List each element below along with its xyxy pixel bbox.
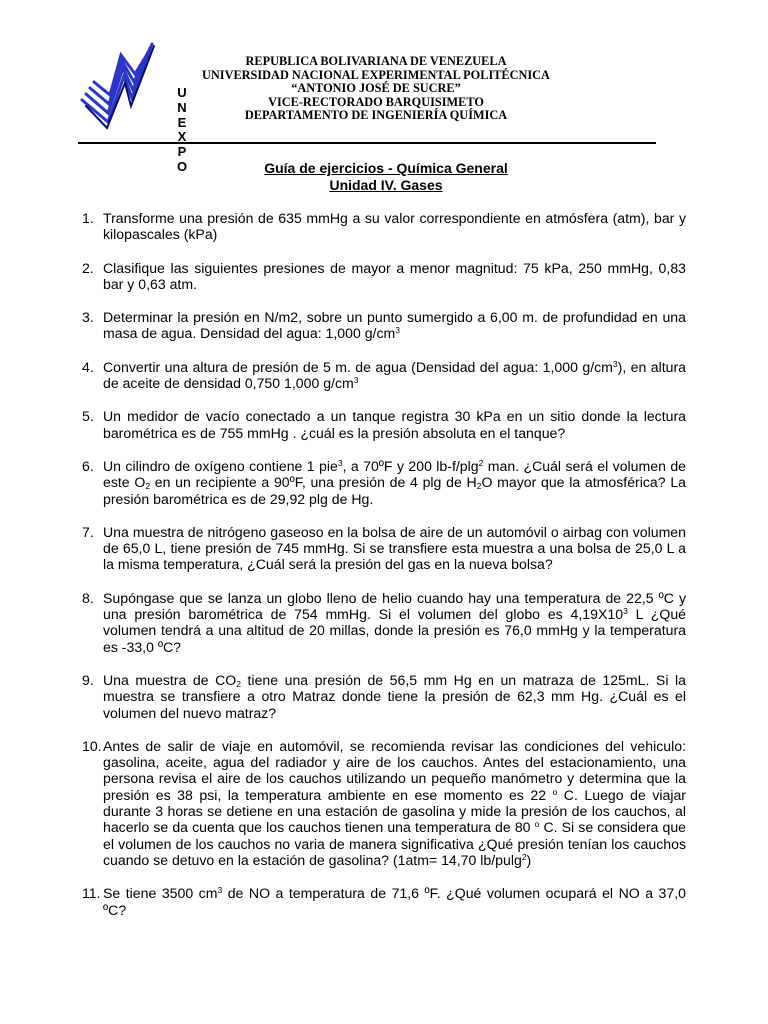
problem-item (82, 524, 686, 573)
problem-item (82, 885, 686, 918)
institution-header (196, 55, 556, 123)
text-run: O mayor que la atmosférica? La presión barométrica es de 29,92 plg de Hg. (103, 474, 686, 507)
text-run: Un cilindro de oxígeno contiene 1 pie (103, 457, 338, 474)
superscript: 3 (353, 375, 359, 386)
superscript: 3 (612, 358, 618, 369)
problem-item (82, 738, 686, 868)
subscript: 2 (476, 481, 482, 492)
problem-text: Clasifique las siguientes presiones de mayor a menor magnitud: 75 kPa, 250 mmHg, 0,83 bar y 0,63 atm. (103, 259, 686, 292)
header-line: VICE-RECTORADO BARQUISIMETO (268, 94, 484, 109)
problem-text (103, 359, 686, 391)
problem-number: 3. (82, 309, 94, 326)
text-run: L ¿Qué volumen tendrá a una altitud de 20 millas, donde la presión es 76,0 mmHg y la temperatura es -33,0 ºC? (103, 606, 686, 655)
logo-letter: O (176, 158, 188, 174)
subscript: 2 (145, 481, 151, 492)
problem-number: 11. (82, 885, 101, 902)
logo-letter: X (177, 129, 187, 145)
problem-number: 7. (82, 523, 94, 540)
problem-number: 9. (82, 671, 94, 688)
problem-number: 8. (82, 589, 94, 606)
text-run: tiene una presión de 56,5 mm Hg en un matraza de 125mL. Si la muestra se transfiere a otro Matraz donde tiene la presión de 62,3 mm Hg. ¿Cuál es el volumen del nuevo matraz? (103, 671, 686, 721)
document-title (78, 160, 694, 194)
header-line: “ANTONIO JOSÉ DE SUCRE” (291, 81, 461, 96)
problem-number: 1. (82, 210, 94, 226)
problem-number: 6. (82, 457, 94, 474)
problem-item (82, 590, 686, 655)
problem-text: Transforme una presión de 635 mmHg a su valor correspondiente en atmósfera (atm), bar y kilopascales (kPa) (103, 210, 686, 243)
problem-number: 4. (82, 358, 94, 375)
problem-text (103, 672, 686, 721)
subscript: 2 (236, 678, 241, 689)
problem-list (82, 210, 686, 918)
logo-letter: P (177, 144, 187, 160)
superscript: 3 (217, 885, 223, 896)
problem-number: 5. (82, 408, 94, 425)
header-line: UNIVERSIDAD NACIONAL EXPERIMENTAL POLITÉCNICA (202, 67, 550, 82)
header-line: DEPARTAMENTO DE INGENIERÍA QUÍMICA (244, 108, 508, 123)
problem-item (82, 672, 686, 721)
logo-letter: E (177, 114, 187, 130)
unexpo-emblem-icon (80, 42, 172, 132)
problem-text (103, 738, 686, 868)
text-run: ) (526, 851, 532, 868)
problem-number: 2. (82, 259, 94, 276)
superscript: 3 (623, 606, 628, 617)
header-line: REPUBLICA BOLIVARIANA DE VENEZUELA (245, 54, 507, 68)
superscript: 3 (337, 457, 343, 468)
problem-item (82, 458, 686, 507)
text-run: Determinar la presión en N/m2, sobre un punto sumergido a 6,00 m. de profundidad en una masa de agua. Densidad del agua: 1,000 g/cm (103, 309, 686, 342)
text-run: , a 70ºF y 200 lb-f/plg (342, 457, 479, 474)
superscript: 2 (521, 851, 527, 862)
superscript: 3 (395, 325, 400, 336)
problem-item (82, 309, 686, 342)
logo-letter: N (177, 99, 187, 115)
text-run: Convertir una altura de presión de 5 m. de agua (Densidad del agua: 1,000 g/cm (103, 358, 613, 375)
title-line-1: Guía de ejercicios - Química General (264, 160, 508, 176)
text-run: C. Luego de viajar durante 3 horas se detiene en una estación de gasolina y mide la presión de los cauchos, al hacerlo se da cuenta que los cauchos tienen una temperatura de 80 (103, 786, 686, 836)
title-line-2: Unidad IV. Gases (329, 177, 443, 193)
unexpo-logo (80, 42, 188, 174)
problem-item (82, 260, 686, 293)
superscript: o (552, 786, 558, 797)
superscript: o (534, 819, 540, 830)
problem-text: Una muestra de nitrógeno gaseoso en la bolsa de aire de un automóvil o airbag con volumen de 65,0 L, tiene presión de 745 mmHg. Si se transfiere esta muestra a una bolsa de 25,0 L a la misma temperatura, ¿Cuál será la presión del gas en la nueva bolsa? (103, 523, 686, 573)
problem-text (103, 458, 686, 507)
text-run: man. ¿Cuál será el volumen de este O (103, 457, 686, 491)
text-run: Supóngase que se lanza un globo lleno de helio cuando hay una temperatura de 22,5 ºC y una presión barométrica de 754 mmHg. Si el volumen del globo es 4,19X10 (103, 589, 686, 623)
text-run: Antes de salir de viaje en automóvil, se recomienda revisar las condiciones del vehiculo: gasolina, aceite, agua del radiador y aire de los cauchos. Antes del estacionamiento, una persona revisa el aire de los cauchos utilizando un pequeño manómetro y determina que la presión es 38 psi, la temperatura ambiente en ese momento es 22 (103, 737, 686, 803)
superscript: 2 (478, 457, 484, 468)
text-run: Una muestra de CO (103, 671, 237, 688)
logo-letter: U (177, 85, 187, 100)
text-run: C. Si se considera que el volumen de los cauchos no varia de manera significativa ¿Qué presión tenían los cauchos cuando se detuvo en la estación de gasolina? (1atm= 14,70 lb/pulg (103, 819, 687, 868)
text-run: en un recipiente a 90ºF, una presión de 4 plg de H (150, 474, 477, 491)
problem-text (103, 309, 686, 341)
header-divider (78, 142, 656, 144)
problem-item (82, 359, 686, 392)
text-run: de NO a temperatura de 71,6 ºF. ¿Qué volumen ocupará el NO a 37,0 ºC? (103, 885, 686, 918)
problem-text (103, 590, 686, 655)
problem-text (103, 885, 686, 917)
problem-item (82, 210, 686, 243)
problem-item (82, 408, 686, 441)
problem-text: Un medidor de vacío conectado a un tanque registra 30 kPa en un sitio donde la lectura barométrica es de 755 mmHg . ¿cuál es la presión absoluta en el tanque? (103, 408, 686, 441)
problem-number: 10. (82, 737, 102, 754)
text-run: ), en altura de aceite de densidad 0,750 1,000 g/cm (103, 358, 686, 392)
text-run: Se tiene 3500 cm (103, 885, 218, 902)
